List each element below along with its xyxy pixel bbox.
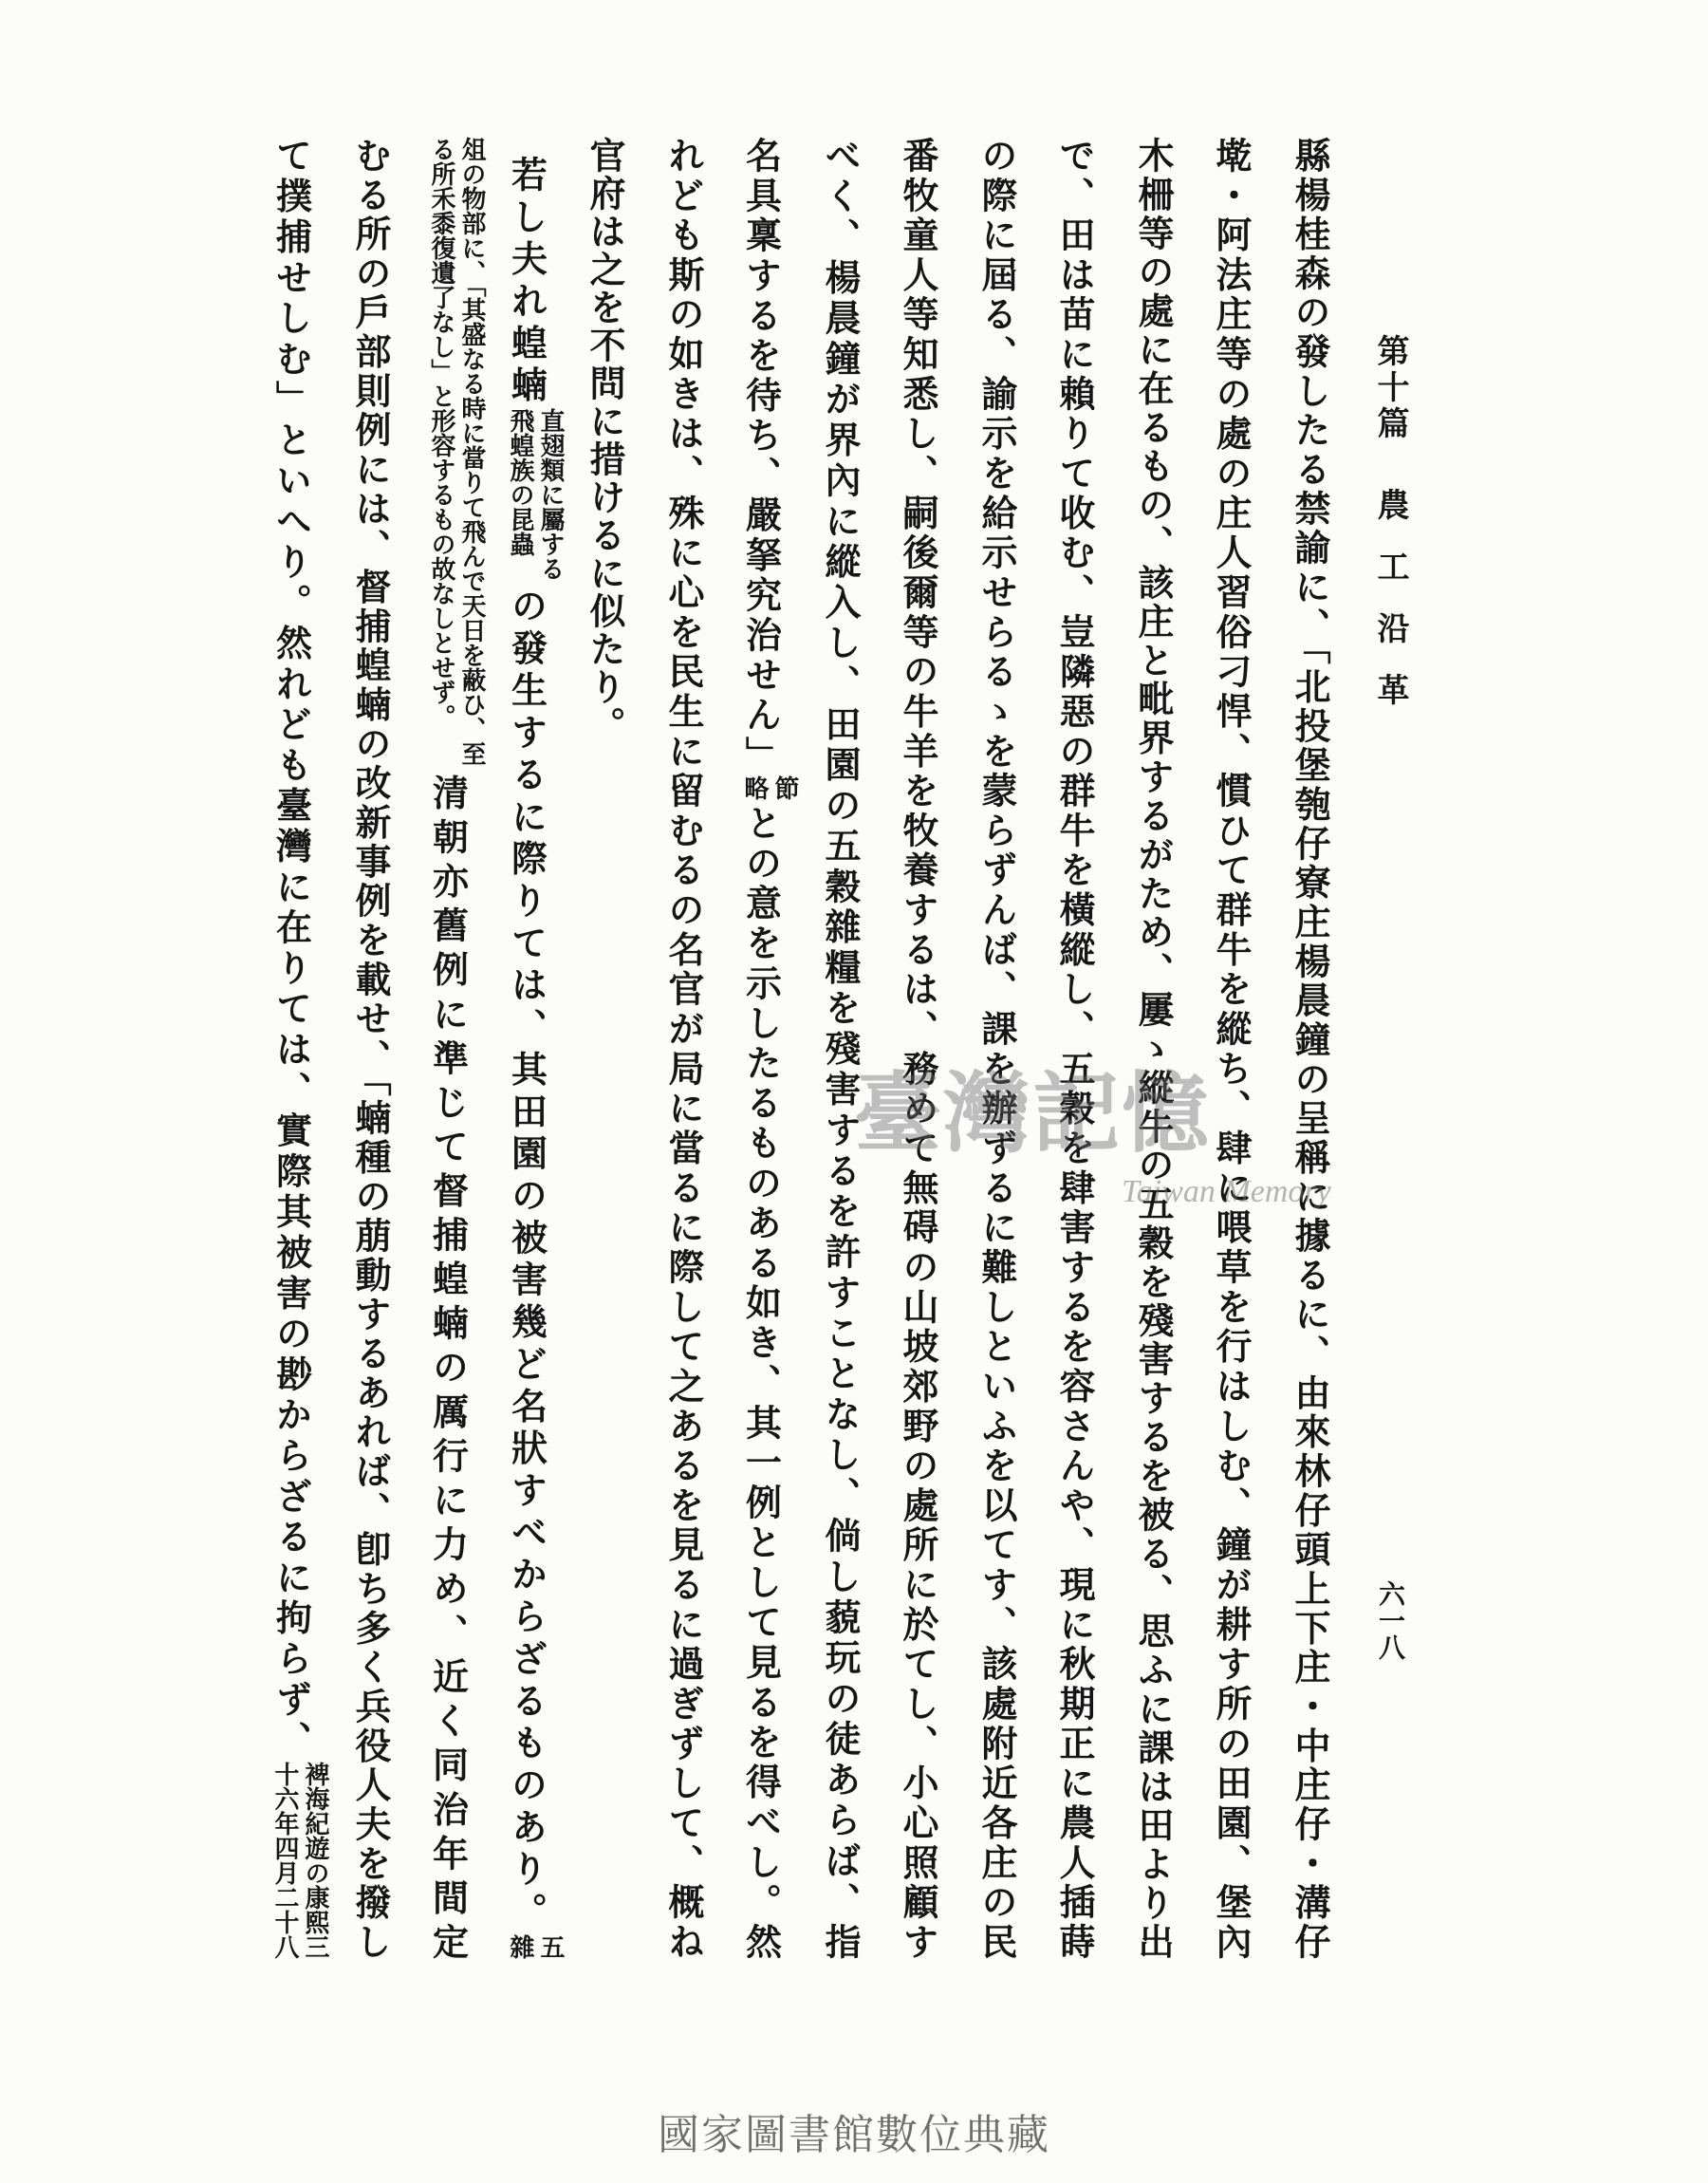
inline-note [269, 1762, 330, 1959]
watermark-subtitle: Taiwan Memory [1122, 1174, 1331, 1209]
inline-note [426, 137, 487, 766]
watermark-title: 臺灣記憶 [854, 1062, 1212, 1165]
text-column-11 [488, 137, 566, 1959]
column-text: 若し夫れ蝗蝻 [505, 156, 548, 409]
text-column-12 [409, 137, 487, 1959]
page-number: 六一八 [1375, 1580, 1406, 1660]
inline-note-left-line: 十六年四月二十八 [270, 1762, 299, 1960]
inline-note-right-line: 裨海紀遊の康熙三 [301, 1762, 329, 1960]
inline-note-left-line: 略 [740, 775, 769, 801]
column-text: 名具稟するを待ち、嚴拏究治せん」 [739, 137, 783, 776]
inline-note-right-line: 五 [536, 1934, 565, 1960]
inline-note [505, 408, 566, 581]
text-column-9: れども斯の如きは、殊に心を民生に留むるの名官が局に當るに際して之あるを見るに過ぎずして、概ね [662, 137, 705, 1959]
text-column-7: べく、楊晨鐘が界內に縱入し、田園の五穀雜糧を殘害するを許すことなし、倘し藐玩の徒あらば、指 [819, 137, 862, 1959]
inline-note [505, 1934, 566, 1959]
inline-note-left-line: る所禾黍復遺了なし」と形容するもの故なしとせず。 [427, 137, 455, 729]
collection-footer: 國家圖書館數位典藏 [658, 2111, 1050, 2159]
text-column-3: 木柵等の處に在るもの、該庄と毗界するがため、屢ゝ縱牛の五穀を殘害するを被る、思ふに課は田より出 [1132, 137, 1175, 1960]
inline-note-right-line: 俎の物部に、「其盛なる時に當りて飛んで天日を蔽ひ、至 [457, 137, 486, 766]
text-column-4: で、田は苗に賴りて收む、豈隣惡の群牛を橫縱し、五穀を肆害するを容さんや、現に秋期正に農人插蒔 [1053, 137, 1096, 1960]
text-column-1: 縣楊桂森の發したる禁諭に、「北投堡匏仔寮庄楊晨鐘の呈稱に據るに、由來林仔頭上下庄・中庄仔・溝仔 [1289, 137, 1331, 1959]
column-text: の發生するに際りては、其田園の被害幾ど名狀すべからざるものあり。 [505, 581, 548, 1935]
section-title: 農工沿革 [1371, 487, 1409, 735]
column-text: て撲捕せしむ」といへり。然れども臺灣に在りては、實際其被害の尠からざるに拘らず、 [269, 137, 313, 1763]
running-header [1351, 334, 1429, 735]
column-text: 清朝亦舊例に準じて督捕蝗蝻の厲行に力め、近く同治年間定 [426, 766, 470, 1959]
text-column-13: むる所の戶部則例には、督捕蝗蝻の改新事例を載せ、「蝻種の萠動するあれば、卽ち多く兵役人夫を撥し [349, 137, 392, 1959]
inline-note-left-line: 飛蝗族の昆蟲 [506, 408, 534, 557]
inline-note-right-line: 節 [770, 775, 799, 801]
inline-note-right-line: 直翅類に屬する [536, 408, 565, 582]
text-column-2: 墘・阿法庄等の處の庄人習俗刁悍、慣ひて群牛を縱ち、肆に喂草を行はしむ、鐘が耕す所の田園、堡內 [1210, 137, 1253, 1960]
section-number: 第十篇 [1371, 334, 1409, 442]
text-column-14 [252, 137, 330, 1959]
inline-note [739, 775, 800, 800]
text-column-5: の際に屆る、諭示を給示せらるゝを蒙らずんば、課を辦ずるに難しといふを以てす、該處附近各庄の民 [975, 137, 1018, 1959]
column-text: との意を示したるものある如き、其一例として見るを得べし。然 [739, 800, 783, 1960]
text-column-10: 官府は之を不問に措けるに似たり。 [584, 137, 626, 744]
inline-note-left-line: 雜 [506, 1934, 534, 1960]
text-column-8 [722, 137, 800, 1959]
text-column-6: 番牧童人等知悉し、嗣後爾等の牛羊を牧養するは、務めて無碍の山坡郊野の處所に於てし、小心照顧す [897, 137, 939, 1960]
